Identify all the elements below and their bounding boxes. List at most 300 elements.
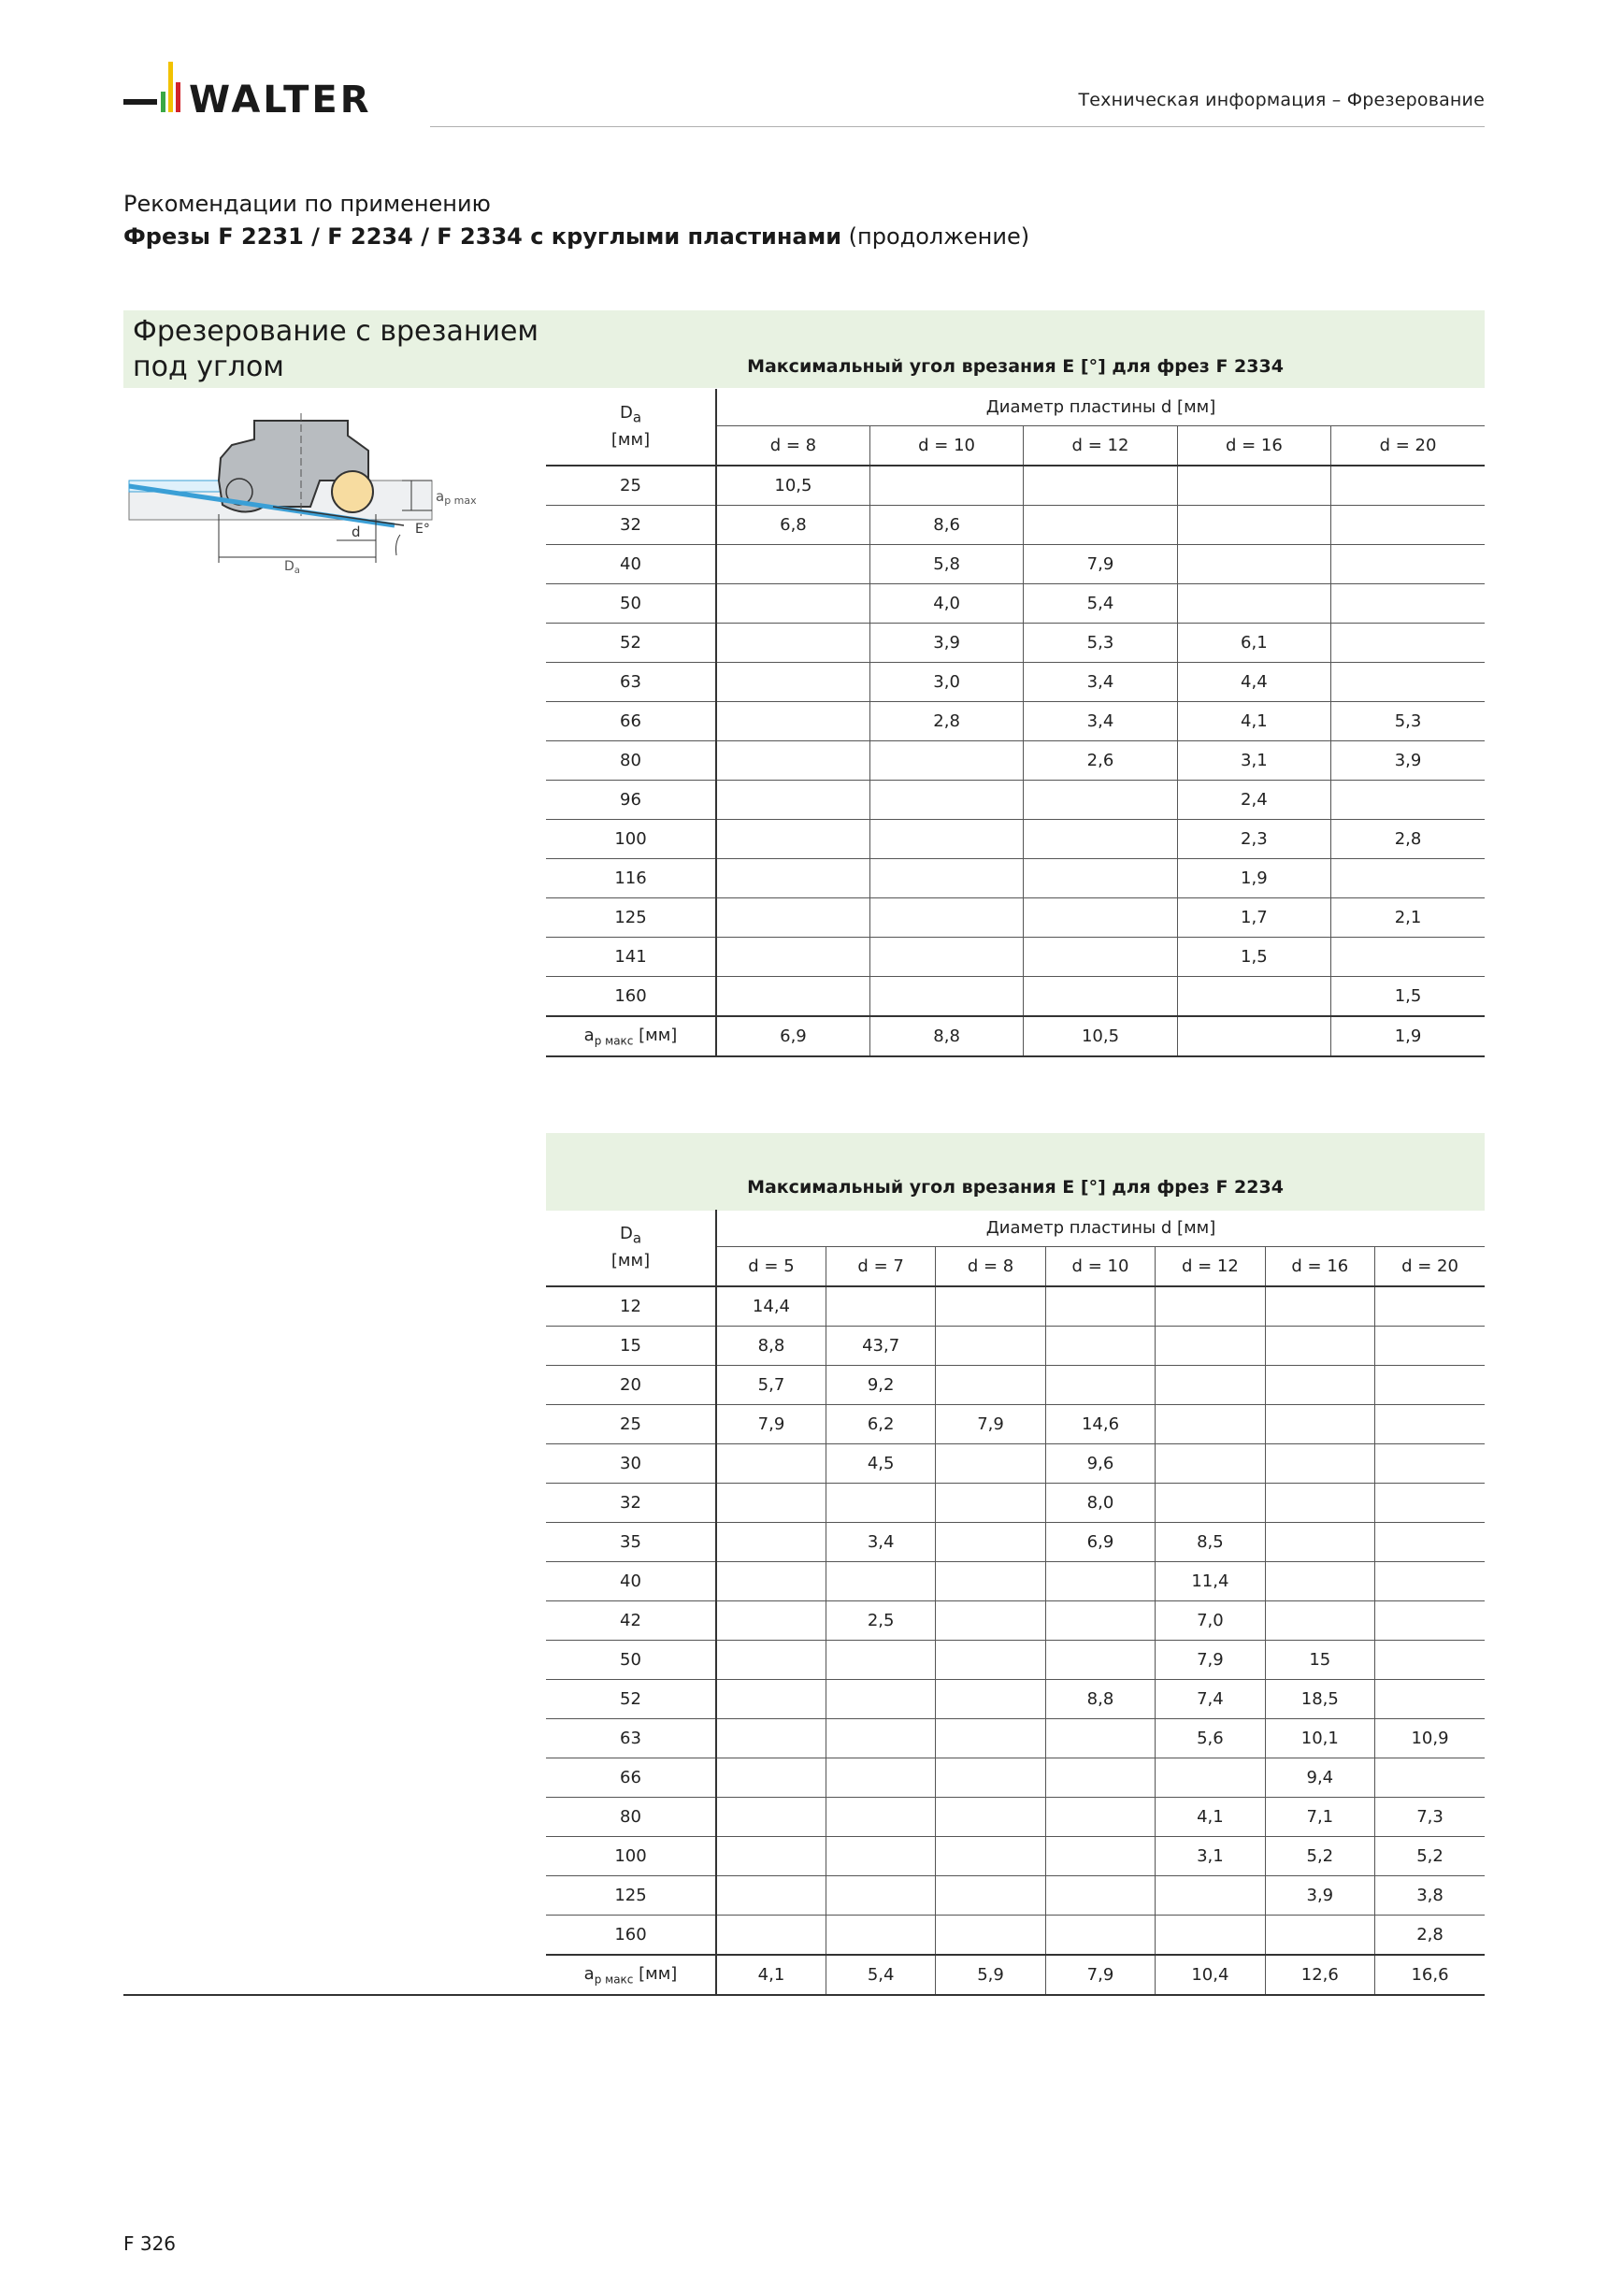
angle-value-cell bbox=[716, 859, 869, 898]
ramping-diagram bbox=[123, 402, 525, 589]
table-row bbox=[546, 1523, 1485, 1562]
angle-value-cell bbox=[936, 1758, 1045, 1798]
angle-value-cell bbox=[1045, 1327, 1155, 1366]
angle-value-cell: 3,4 bbox=[1024, 702, 1177, 741]
table-row bbox=[546, 781, 1485, 820]
column-header: d = 12 bbox=[1156, 1247, 1265, 1287]
da-value-cell: 25 bbox=[546, 1405, 716, 1444]
table-row bbox=[546, 1484, 1485, 1523]
angle-value-cell bbox=[1331, 938, 1485, 977]
ramping-angle-table-f2234 bbox=[546, 1210, 1485, 1996]
angle-value-cell bbox=[869, 466, 1023, 506]
da-value-cell: 50 bbox=[546, 584, 716, 624]
angle-value-cell bbox=[936, 1837, 1045, 1876]
angle-value-cell bbox=[1375, 1758, 1485, 1798]
angle-value-cell bbox=[869, 938, 1023, 977]
angle-value-cell bbox=[716, 820, 869, 859]
da-value-cell: 40 bbox=[546, 1562, 716, 1601]
da-value-cell: 52 bbox=[546, 624, 716, 663]
angle-value-cell bbox=[1024, 938, 1177, 977]
angle-value-cell: 3,9 bbox=[869, 624, 1023, 663]
da-label: $D_a$ bbox=[284, 559, 300, 576]
angle-value-cell bbox=[936, 1680, 1045, 1719]
bottom-divider bbox=[123, 1994, 1485, 1996]
ap-max-row-header: $a_{p макс}$ [мм] bbox=[546, 1955, 716, 1995]
angle-value-cell: 5,8 bbox=[869, 545, 1023, 584]
da-value-cell: 160 bbox=[546, 1916, 716, 1956]
table-row bbox=[546, 1758, 1485, 1798]
angle-value-cell bbox=[716, 1444, 826, 1484]
angle-value-cell bbox=[826, 1876, 935, 1916]
table-row bbox=[546, 977, 1485, 1017]
angle-value-cell bbox=[936, 1286, 1045, 1327]
table-row bbox=[546, 702, 1485, 741]
da-value-cell: 63 bbox=[546, 663, 716, 702]
da-value-cell: 125 bbox=[546, 1876, 716, 1916]
angle-value-cell bbox=[936, 1601, 1045, 1641]
angle-value-cell bbox=[716, 1641, 826, 1680]
angle-value-cell bbox=[1265, 1405, 1374, 1444]
ap-max-value-cell bbox=[1177, 1016, 1330, 1056]
angle-value-cell: 3,1 bbox=[1156, 1837, 1265, 1876]
angle-value-cell bbox=[1024, 977, 1177, 1017]
angle-value-cell bbox=[936, 1798, 1045, 1837]
angle-value-cell bbox=[869, 859, 1023, 898]
angle-value-cell bbox=[1331, 545, 1485, 584]
da-value-cell: 66 bbox=[546, 1758, 716, 1798]
angle-value-cell bbox=[716, 663, 869, 702]
angle-value-cell bbox=[716, 1719, 826, 1758]
da-value-cell: 80 bbox=[546, 741, 716, 781]
walter-logo bbox=[123, 58, 404, 123]
angle-value-cell bbox=[936, 1444, 1045, 1484]
angle-value-cell bbox=[1375, 1327, 1485, 1366]
d-label: d bbox=[352, 524, 361, 540]
angle-value-cell bbox=[1156, 1758, 1265, 1798]
angle-value-cell bbox=[716, 977, 869, 1017]
angle-value-cell bbox=[1375, 1286, 1485, 1327]
ap-max-row bbox=[546, 1016, 1485, 1056]
angle-value-cell bbox=[1156, 1286, 1265, 1327]
ap-max-value-cell: 4,1 bbox=[716, 1955, 826, 1995]
angle-value-cell bbox=[936, 1916, 1045, 1956]
column-header: d = 12 bbox=[1024, 426, 1177, 466]
angle-value-cell bbox=[1024, 820, 1177, 859]
da-value-cell: 50 bbox=[546, 1641, 716, 1680]
angle-value-cell: 4,4 bbox=[1177, 663, 1330, 702]
angle-value-cell: 10,9 bbox=[1375, 1719, 1485, 1758]
table-row bbox=[546, 1601, 1485, 1641]
angle-value-cell bbox=[716, 1680, 826, 1719]
da-value-cell: 100 bbox=[546, 1837, 716, 1876]
angle-value-cell: 8,5 bbox=[1156, 1523, 1265, 1562]
angle-value-cell bbox=[1045, 1798, 1155, 1837]
angle-value-cell bbox=[1375, 1444, 1485, 1484]
angle-value-cell bbox=[1265, 1523, 1374, 1562]
angle-value-cell bbox=[716, 1523, 826, 1562]
angle-value-cell bbox=[716, 898, 869, 938]
header-divider bbox=[430, 126, 1485, 127]
angle-value-cell bbox=[1265, 1327, 1374, 1366]
angle-value-cell: 8,8 bbox=[1045, 1680, 1155, 1719]
da-value-cell: 30 bbox=[546, 1444, 716, 1484]
column-header: d = 5 bbox=[716, 1247, 826, 1287]
da-value-cell: 35 bbox=[546, 1523, 716, 1562]
table-row bbox=[546, 898, 1485, 938]
angle-value-cell: 1,7 bbox=[1177, 898, 1330, 938]
angle-value-cell bbox=[826, 1758, 935, 1798]
angle-value-cell: 10,1 bbox=[1265, 1719, 1374, 1758]
ap-max-value-cell: 5,9 bbox=[936, 1955, 1045, 1995]
da-value-cell: 66 bbox=[546, 702, 716, 741]
angle-value-cell bbox=[826, 1484, 935, 1523]
angle-value-cell: 5,3 bbox=[1024, 624, 1177, 663]
da-value-cell: 15 bbox=[546, 1327, 716, 1366]
column-header: d = 10 bbox=[869, 426, 1023, 466]
table-row bbox=[546, 1562, 1485, 1601]
da-column-header: $D_a$ [мм] bbox=[546, 389, 716, 466]
angle-value-cell bbox=[1265, 1484, 1374, 1523]
angle-value-cell bbox=[869, 977, 1023, 1017]
angle-value-cell bbox=[1265, 1601, 1374, 1641]
table-row bbox=[546, 1286, 1485, 1327]
table-row bbox=[546, 1444, 1485, 1484]
angle-value-cell bbox=[1331, 584, 1485, 624]
angle-value-cell bbox=[716, 1484, 826, 1523]
angle-value-cell: 9,2 bbox=[826, 1366, 935, 1405]
angle-value-cell bbox=[1177, 584, 1330, 624]
round-insert-shape bbox=[332, 471, 373, 512]
angle-value-cell bbox=[826, 1719, 935, 1758]
angle-value-cell bbox=[869, 781, 1023, 820]
angle-value-cell bbox=[936, 1876, 1045, 1916]
angle-value-cell bbox=[1045, 1641, 1155, 1680]
angle-value-cell bbox=[1331, 624, 1485, 663]
angle-value-cell bbox=[1331, 781, 1485, 820]
da-value-cell: 80 bbox=[546, 1798, 716, 1837]
angle-value-cell: 6,2 bbox=[826, 1405, 935, 1444]
angle-value-cell bbox=[936, 1523, 1045, 1562]
da-value-cell: 25 bbox=[546, 466, 716, 506]
angle-value-cell bbox=[1024, 898, 1177, 938]
angle-value-cell bbox=[1156, 1405, 1265, 1444]
angle-value-cell: 3,1 bbox=[1177, 741, 1330, 781]
da-column-header: $D_a$ [мм] bbox=[546, 1210, 716, 1286]
angle-value-cell bbox=[1177, 977, 1330, 1017]
angle-value-cell: 2,4 bbox=[1177, 781, 1330, 820]
angle-value-cell: 5,2 bbox=[1375, 1837, 1485, 1876]
angle-value-cell bbox=[869, 898, 1023, 938]
angle-value-cell bbox=[1331, 466, 1485, 506]
da-value-cell: 32 bbox=[546, 506, 716, 545]
table-row bbox=[546, 1876, 1485, 1916]
insert-diameter-group-header: Диаметр пластины d [мм] bbox=[716, 1210, 1485, 1247]
intro-line-2-continuation: (продолжение) bbox=[841, 223, 1030, 250]
table1-title: Максимальный угол врезания E [°] для фрез F 2334 bbox=[747, 356, 1284, 377]
angle-value-cell bbox=[1375, 1484, 1485, 1523]
angle-value-cell bbox=[1045, 1601, 1155, 1641]
angle-value-cell: 43,7 bbox=[826, 1327, 935, 1366]
angle-value-cell bbox=[826, 1641, 935, 1680]
angle-value-cell: 2,6 bbox=[1024, 741, 1177, 781]
angle-value-cell bbox=[826, 1837, 935, 1876]
table2-title: Максимальный угол врезания E [°] для фрез F 2234 bbox=[747, 1177, 1284, 1198]
angle-value-cell bbox=[1024, 781, 1177, 820]
angle-value-cell bbox=[1375, 1601, 1485, 1641]
angle-value-cell: 7,9 bbox=[1024, 545, 1177, 584]
angle-value-cell: 5,2 bbox=[1265, 1837, 1374, 1876]
angle-value-cell bbox=[1156, 1876, 1265, 1916]
angle-value-cell: 3,9 bbox=[1265, 1876, 1374, 1916]
angle-value-cell bbox=[1375, 1641, 1485, 1680]
angle-value-cell bbox=[1156, 1444, 1265, 1484]
angle-value-cell: 7,1 bbox=[1265, 1798, 1374, 1837]
angle-value-cell bbox=[1045, 1719, 1155, 1758]
angle-value-cell: 15 bbox=[1265, 1641, 1374, 1680]
angle-value-cell bbox=[936, 1366, 1045, 1405]
section-title bbox=[133, 314, 563, 385]
angle-value-cell bbox=[1156, 1327, 1265, 1366]
da-value-cell: 12 bbox=[546, 1286, 716, 1327]
angle-value-cell bbox=[1375, 1562, 1485, 1601]
insert-diameter-group-header: Диаметр пластины d [мм] bbox=[716, 389, 1485, 426]
angle-value-cell bbox=[1375, 1405, 1485, 1444]
ap-max-value-cell: 10,5 bbox=[1024, 1016, 1177, 1056]
angle-value-cell: 8,0 bbox=[1045, 1484, 1155, 1523]
angle-value-cell: 5,7 bbox=[716, 1366, 826, 1405]
angle-value-cell: 4,5 bbox=[826, 1444, 935, 1484]
e-angle-label: E° bbox=[415, 522, 430, 537]
column-header: d = 7 bbox=[826, 1247, 935, 1287]
angle-value-cell: 14,4 bbox=[716, 1286, 826, 1327]
angle-value-cell bbox=[716, 938, 869, 977]
ap-max-value-cell: 8,8 bbox=[869, 1016, 1023, 1056]
angle-value-cell bbox=[716, 1601, 826, 1641]
angle-value-cell bbox=[936, 1719, 1045, 1758]
table-row bbox=[546, 1837, 1485, 1876]
angle-value-cell: 1,5 bbox=[1177, 938, 1330, 977]
angle-value-cell: 5,3 bbox=[1331, 702, 1485, 741]
angle-value-cell bbox=[1331, 859, 1485, 898]
angle-value-cell bbox=[1156, 1916, 1265, 1956]
da-value-cell: 116 bbox=[546, 859, 716, 898]
angle-value-cell bbox=[1024, 859, 1177, 898]
table-row bbox=[546, 1405, 1485, 1444]
angle-value-cell bbox=[936, 1484, 1045, 1523]
angle-value-cell bbox=[1045, 1562, 1155, 1601]
intro-heading bbox=[123, 188, 1029, 253]
da-value-cell: 32 bbox=[546, 1484, 716, 1523]
angle-value-cell bbox=[869, 820, 1023, 859]
ap-max-value-cell: 12,6 bbox=[1265, 1955, 1374, 1995]
column-header: d = 8 bbox=[936, 1247, 1045, 1287]
table-row bbox=[546, 1641, 1485, 1680]
ap-max-value-cell: 5,4 bbox=[826, 1955, 935, 1995]
angle-value-cell: 1,5 bbox=[1331, 977, 1485, 1017]
angle-value-cell bbox=[1024, 506, 1177, 545]
table-row bbox=[546, 663, 1485, 702]
da-value-cell: 96 bbox=[546, 781, 716, 820]
angle-value-cell bbox=[869, 741, 1023, 781]
angle-value-cell bbox=[1265, 1916, 1374, 1956]
angle-value-cell bbox=[716, 1798, 826, 1837]
angle-value-cell: 4,1 bbox=[1177, 702, 1330, 741]
angle-value-cell: 2,8 bbox=[1375, 1916, 1485, 1956]
angle-value-cell: 7,9 bbox=[1156, 1641, 1265, 1680]
column-header: d = 20 bbox=[1331, 426, 1485, 466]
angle-value-cell bbox=[1177, 506, 1330, 545]
angle-value-cell: 2,5 bbox=[826, 1601, 935, 1641]
section-title-line-2: под углом bbox=[133, 351, 284, 383]
section-band-2 bbox=[546, 1133, 1485, 1211]
angle-value-cell bbox=[1331, 663, 1485, 702]
table-row bbox=[546, 624, 1485, 663]
column-header: d = 8 bbox=[716, 426, 869, 466]
angle-value-cell bbox=[1177, 466, 1330, 506]
table-row bbox=[546, 1680, 1485, 1719]
angle-value-cell bbox=[716, 741, 869, 781]
angle-value-cell: 7,0 bbox=[1156, 1601, 1265, 1641]
angle-value-cell bbox=[1265, 1562, 1374, 1601]
angle-value-cell: 3,9 bbox=[1331, 741, 1485, 781]
table-row bbox=[546, 1366, 1485, 1405]
angle-value-cell: 8,6 bbox=[869, 506, 1023, 545]
angle-value-cell: 6,9 bbox=[1045, 1523, 1155, 1562]
da-value-cell: 63 bbox=[546, 1719, 716, 1758]
angle-value-cell bbox=[716, 1837, 826, 1876]
ap-max-value-cell: 1,9 bbox=[1331, 1016, 1485, 1056]
column-header: d = 10 bbox=[1045, 1247, 1155, 1287]
angle-value-cell bbox=[936, 1327, 1045, 1366]
intro-line-1: Рекомендации по применению bbox=[123, 191, 491, 217]
da-value-cell: 20 bbox=[546, 1366, 716, 1405]
da-value-cell: 100 bbox=[546, 820, 716, 859]
table-row bbox=[546, 741, 1485, 781]
angle-value-cell bbox=[1045, 1286, 1155, 1327]
angle-value-cell: 10,5 bbox=[716, 466, 869, 506]
angle-value-cell bbox=[826, 1916, 935, 1956]
angle-value-cell: 7,3 bbox=[1375, 1798, 1485, 1837]
ap-max-value-cell: 10,4 bbox=[1156, 1955, 1265, 1995]
table-row bbox=[546, 1327, 1485, 1366]
column-header: d = 20 bbox=[1375, 1247, 1485, 1287]
angle-value-cell bbox=[1331, 506, 1485, 545]
column-header: d = 16 bbox=[1265, 1247, 1374, 1287]
angle-value-cell bbox=[1265, 1286, 1374, 1327]
angle-value-cell: 3,8 bbox=[1375, 1876, 1485, 1916]
angle-value-cell bbox=[1024, 466, 1177, 506]
angle-value-cell: 1,9 bbox=[1177, 859, 1330, 898]
angle-value-cell: 2,3 bbox=[1177, 820, 1330, 859]
angle-value-cell bbox=[1265, 1366, 1374, 1405]
angle-value-cell: 3,4 bbox=[826, 1523, 935, 1562]
angle-value-cell bbox=[1375, 1523, 1485, 1562]
intro-line-2-bold: Фрезы F 2231 / F 2234 / F 2334 с круглыми пластинами bbox=[123, 223, 842, 250]
angle-value-cell bbox=[716, 545, 869, 584]
angle-value-cell bbox=[826, 1286, 935, 1327]
angle-value-cell bbox=[1177, 545, 1330, 584]
angle-value-cell bbox=[716, 1876, 826, 1916]
section-title-line-1: Фрезерование с врезанием bbox=[133, 315, 539, 348]
table-row bbox=[546, 859, 1485, 898]
angle-value-cell bbox=[716, 1562, 826, 1601]
angle-value-cell bbox=[716, 584, 869, 624]
table-row bbox=[546, 820, 1485, 859]
angle-value-cell bbox=[1375, 1680, 1485, 1719]
angle-value-cell bbox=[1156, 1484, 1265, 1523]
e-angle-arc bbox=[396, 535, 401, 555]
ramping-angle-table-f2334 bbox=[546, 389, 1485, 1057]
angle-value-cell: 18,5 bbox=[1265, 1680, 1374, 1719]
angle-value-cell: 7,9 bbox=[716, 1405, 826, 1444]
angle-value-cell: 4,0 bbox=[869, 584, 1023, 624]
angle-value-cell bbox=[936, 1562, 1045, 1601]
table-row bbox=[546, 1798, 1485, 1837]
table-row bbox=[546, 584, 1485, 624]
angle-value-cell: 4,1 bbox=[1156, 1798, 1265, 1837]
angle-value-cell: 8,8 bbox=[716, 1327, 826, 1366]
header-title: Техническая информация – Фрезерование bbox=[1078, 90, 1485, 110]
table-row bbox=[546, 506, 1485, 545]
da-value-cell: 42 bbox=[546, 1601, 716, 1641]
column-header: d = 16 bbox=[1177, 426, 1330, 466]
angle-value-cell: 2,1 bbox=[1331, 898, 1485, 938]
ap-max-label: $a_{p max}$ bbox=[436, 488, 477, 507]
angle-value-cell bbox=[826, 1680, 935, 1719]
angle-value-cell: 6,8 bbox=[716, 506, 869, 545]
table-row bbox=[546, 1916, 1485, 1956]
angle-value-cell bbox=[716, 702, 869, 741]
angle-value-cell bbox=[826, 1562, 935, 1601]
page-number: F 326 bbox=[123, 2232, 177, 2255]
table-row bbox=[546, 1719, 1485, 1758]
table-row bbox=[546, 938, 1485, 977]
ap-max-value-cell: 6,9 bbox=[716, 1016, 869, 1056]
angle-value-cell bbox=[936, 1641, 1045, 1680]
logo-brand-text: WALTER bbox=[189, 79, 372, 122]
da-value-cell: 141 bbox=[546, 938, 716, 977]
da-value-cell: 40 bbox=[546, 545, 716, 584]
angle-value-cell bbox=[1045, 1758, 1155, 1798]
angle-value-cell: 9,4 bbox=[1265, 1758, 1374, 1798]
angle-value-cell: 5,4 bbox=[1024, 584, 1177, 624]
angle-value-cell: 3,0 bbox=[869, 663, 1023, 702]
da-value-cell: 160 bbox=[546, 977, 716, 1017]
angle-value-cell: 6,1 bbox=[1177, 624, 1330, 663]
ap-max-row bbox=[546, 1955, 1485, 1995]
angle-value-cell bbox=[716, 1758, 826, 1798]
table-row bbox=[546, 545, 1485, 584]
angle-value-cell: 2,8 bbox=[1331, 820, 1485, 859]
angle-value-cell: 11,4 bbox=[1156, 1562, 1265, 1601]
angle-value-cell bbox=[1156, 1366, 1265, 1405]
table-row bbox=[546, 466, 1485, 506]
angle-value-cell: 9,6 bbox=[1045, 1444, 1155, 1484]
angle-value-cell bbox=[1375, 1366, 1485, 1405]
da-value-cell: 52 bbox=[546, 1680, 716, 1719]
angle-value-cell bbox=[716, 781, 869, 820]
intro-line-2 bbox=[123, 221, 1029, 253]
angle-value-cell bbox=[716, 624, 869, 663]
angle-value-cell: 7,4 bbox=[1156, 1680, 1265, 1719]
angle-value-cell: 14,6 bbox=[1045, 1405, 1155, 1444]
angle-value-cell bbox=[1045, 1876, 1155, 1916]
angle-value-cell bbox=[1045, 1366, 1155, 1405]
angle-value-cell bbox=[1265, 1444, 1374, 1484]
ap-max-value-cell: 7,9 bbox=[1045, 1955, 1155, 1995]
ap-max-row-header: $a_{p макс}$ [мм] bbox=[546, 1016, 716, 1056]
angle-value-cell: 7,9 bbox=[936, 1405, 1045, 1444]
